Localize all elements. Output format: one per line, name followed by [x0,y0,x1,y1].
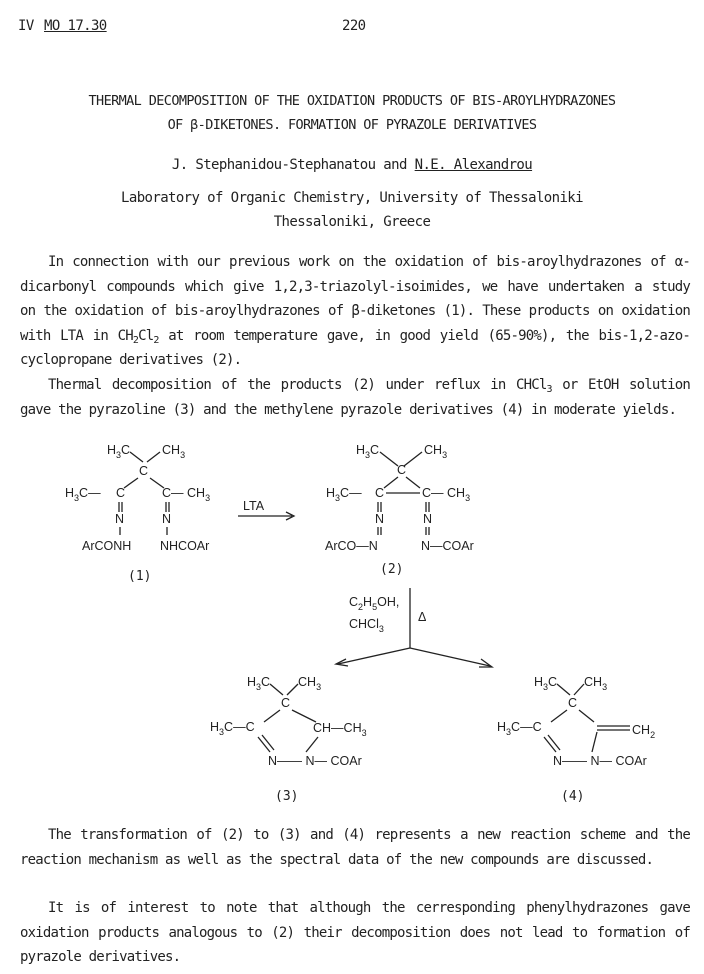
author-2: N.E. Alexandrou [414,157,533,173]
svg-text:NHCOAr: NHCOAr [160,539,210,553]
svg-text:N—— N— COAr: N—— N— COAr [553,754,647,768]
svg-text:H3C—C: $H_3C—C$ [210,720,255,737]
author-1: J. Stephanidou-Stephanatou [171,157,376,173]
svg-text:C: C [375,486,385,500]
svg-text:H3C—: $H_3C—$ [65,486,101,503]
svg-text:H3C: $H_3C$ [107,443,131,460]
svg-text:N: N [375,512,385,526]
svg-text:CH2: $CH_2$ [632,723,656,740]
paragraph-2: Thermal decomposition of the products (2) under reflux in CHCl$_3$ or EtOH solution gave the pyrazoline (3) and the methylene pyrazole derivatives (4) in moderate yields. [20,377,690,418]
svg-text:N—— N— COAr: N—— N— COAr [268,754,362,768]
compound-4-label: (4) [561,789,585,804]
page-number: 220 [342,18,366,34]
svg-text:N: N [423,512,433,526]
title-line-1: THERMAL DECOMPOSITION OF THE OXIDATION PRODUCTS OF BIS-AROYLHYDRAZONES [88,93,616,109]
svg-text:H3C—: $H_3C—$ [326,486,362,503]
reaction-arrow-2-right [410,648,490,666]
svg-text:H3C: $H_3C$ [247,675,271,692]
authors [0,157,704,173]
svg-text:C— CH3: C— $CH_3$ [162,486,211,503]
series-number: IV [18,18,34,34]
solvent-chloroform: CHCl$_3$ [349,617,384,634]
svg-text:C: C [281,696,291,710]
compound-1-structure [65,443,210,553]
svg-text:C— CH3: C— $CH_3$ [422,486,471,503]
heat-symbol: Δ [418,610,427,624]
svg-text:H3C—C: $H_3C—C$ [497,720,542,737]
abstract-code: MO 17.30 [44,18,107,34]
svg-text:CH3: $CH_3$ [424,443,448,460]
title-line-2: OF β-DIKETONES. FORMATION OF PYRAZOLE DERIVATIVES [167,117,537,133]
author-conjunction: and [383,157,407,173]
compound-2-structure [325,443,474,553]
svg-text:CH—CH3: $CH—CH_3$ [313,721,367,738]
affiliation-line-1: Laboratory of Organic Chemistry, University of Thessaloniki [121,190,583,206]
paragraph-3: The transformation of (2) to (3) and (4) represents a new reaction scheme and the reaction mechanism as well as the spectral data of the new compounds are discussed. [20,827,690,868]
svg-text:H3C: $H_3C$ [534,675,558,692]
svg-text:CH3: $CH_3$ [162,443,186,460]
svg-text:ArCO—N: ArCO—N [325,539,378,553]
paragraph-4: It is of interest to note that although the cerresponding phenylhydrazones gave oxidation products analogous to (2) their decomposition does not lead to formation of pyrazole derivatives. [20,900,690,965]
reaction-arrow-2-right-head [479,659,492,667]
reaction-arrow-2-left [338,648,410,664]
paragraph-1: In connection with our previous work on the oxidation of bis-aroylhydrazones of α-dicarbonyl compounds which give 1,2,3-triazolyl-isoimides, we have undertaken a study on the oxidation of bis-aroylhydrazones of β-diketones (1). These products on oxidation with LTA in $CH_2Cl_2$ at room temperature gave, in good yield (65-90%), the bis-1,2-azo-cyclopropane derivatives (2). [20,254,691,368]
svg-text:C: C [568,696,578,710]
compound-1-label: (1) [128,569,152,584]
compound-3-label: (3) [275,789,299,804]
svg-text:C: C [116,486,126,500]
svg-text:ArCONH: ArCONH [82,539,132,553]
svg-text:N: N [115,512,125,526]
svg-text:N—COAr: N—COAr [421,539,474,553]
reaction-scheme [0,430,704,810]
compound-2-label: (2) [380,562,404,577]
svg-text:C: C [397,463,407,477]
svg-text:N: N [162,512,172,526]
svg-text:CH3: $CH_3$ [584,675,608,692]
compound-4-structure [497,675,655,768]
affiliation-line-2: Thessaloniki, Greece [273,214,431,230]
svg-text:CH3: $CH_3$ [298,675,322,692]
reagent-lta: LTA [243,499,265,513]
svg-text:C: C [139,464,149,478]
compound-3-structure [210,675,367,768]
svg-text:H3C: $H_3C$ [356,443,380,460]
solvent-ethanol: $C_2H_5OH$, [349,595,400,612]
